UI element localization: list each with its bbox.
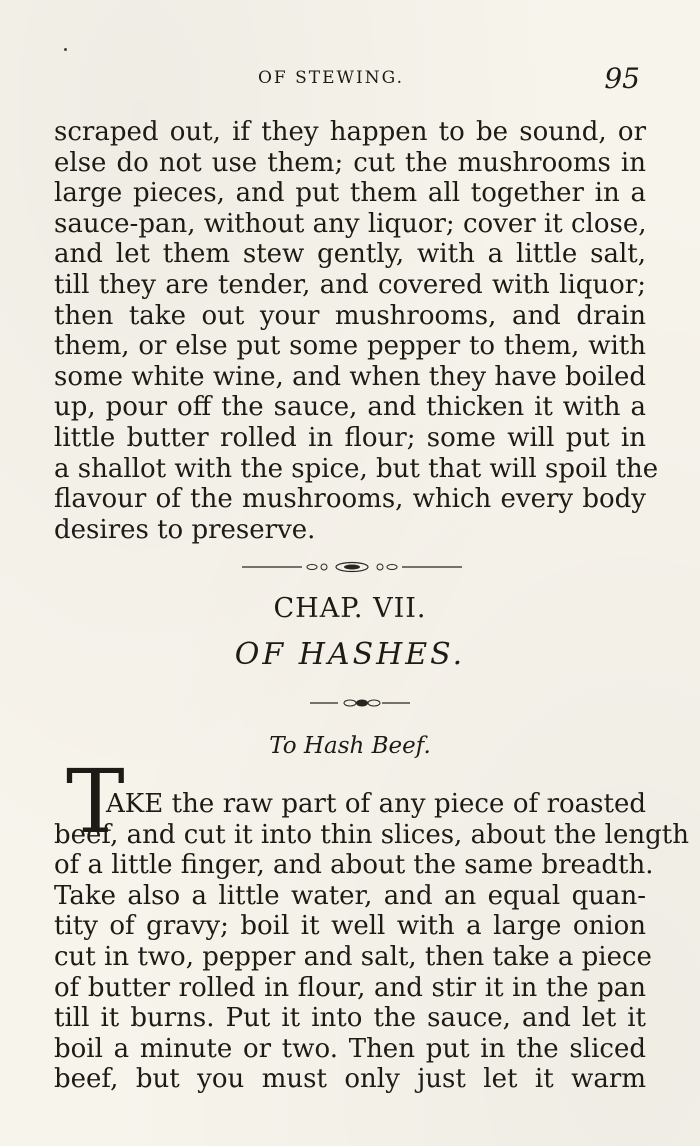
text-line: desires to preserve. (54, 514, 316, 545)
text-line: scraped out, if they happen to be sound, or (54, 117, 646, 147)
text-line: them, or else put some pepper to them, with (54, 331, 646, 362)
drop-cap-letter: T (66, 750, 125, 853)
text-line: sauce-pan, without any liquor; cover it close, (54, 208, 647, 239)
text-line: AKE the raw part of any piece of roasted (106, 789, 646, 819)
text-line: tity of gravy; boil it well with a large onion (54, 911, 646, 942)
text-line: till they are tender, and covered with liquor; (54, 269, 646, 300)
text-line: up, pour off the sauce, and thicken it with a (54, 392, 646, 423)
text-line: a shallot with the spice, but that will spoil the (54, 453, 659, 484)
text-line: large pieces, and put them all together in a (54, 178, 646, 209)
text-line: some white wine, and when they have boiled (54, 361, 646, 392)
text-line: and let them stew gently, with a little salt, (54, 239, 646, 270)
text-line: boil a minute or two. Then put in the sliced (54, 1033, 646, 1064)
text-line: of butter rolled in flour, and stir it in the pan (54, 972, 646, 1003)
running-head (0, 62, 700, 96)
text-line: little butter rolled in flour; some will put in (54, 422, 646, 453)
stray-mark (64, 48, 67, 51)
text-line: then take out your mushrooms, and drain (54, 300, 646, 331)
paragraph-hash-beef (54, 789, 689, 1095)
text-line: of a little finger, and about the same breadth. (54, 850, 654, 881)
small-ornament-rule (310, 696, 410, 710)
paragraph-stewing-continued (54, 117, 659, 545)
text-line: cut in two, pepper and salt, then take a piece (54, 941, 652, 972)
page-number: 95 (604, 62, 640, 95)
text-line: beef, but you must only just let it warm (54, 1064, 646, 1095)
text-line: flavour of the mushrooms, which every body (54, 484, 646, 515)
text-line: beef, and cut it into thin slices, about the length (54, 819, 689, 850)
section-ornament-rule (242, 560, 462, 574)
chapter-title: OF HASHES. (234, 637, 466, 672)
text-line: else do not use them; cut the mushrooms in (54, 147, 646, 178)
running-title: OF STEWING. (258, 68, 404, 88)
chapter-number: CHAP. VII. (273, 593, 427, 624)
text-line: till it burns. Put it into the sauce, and let it (54, 1003, 646, 1034)
recipe-title: To Hash Beef. (269, 733, 431, 759)
text-line: Take also a little water, and an equal quan- (54, 880, 646, 911)
